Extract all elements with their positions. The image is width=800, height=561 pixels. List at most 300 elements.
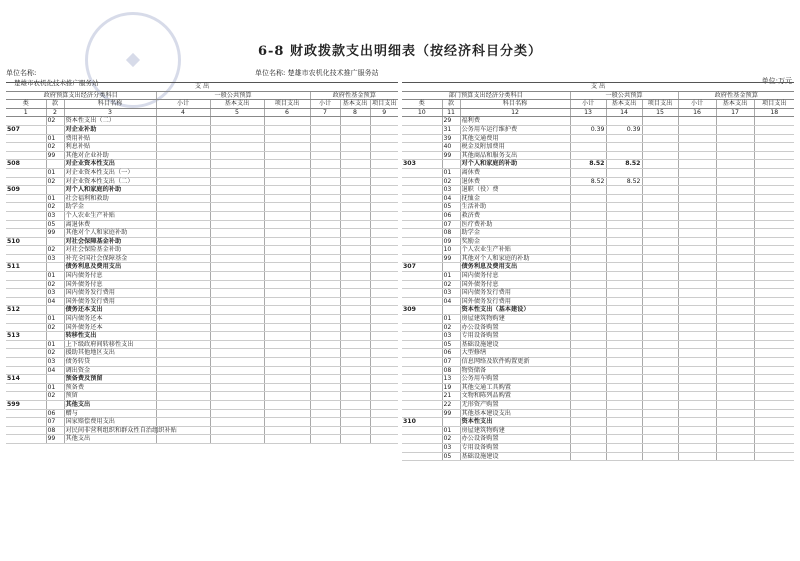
amount-cell [678, 315, 716, 324]
amount-cell [678, 409, 716, 418]
amount-cell [716, 297, 754, 306]
amount-cell [156, 229, 210, 238]
item-name: 国外债务发行费用 [460, 297, 570, 306]
amount-cell [642, 418, 678, 427]
amount-cell [370, 358, 398, 367]
amount-cell [210, 383, 264, 392]
kuan-code: 03 [46, 358, 64, 367]
table-row [6, 134, 398, 143]
amount-cell [340, 160, 370, 169]
amount-cell [340, 426, 370, 435]
lei-code [402, 375, 442, 384]
lei-code [6, 272, 46, 281]
column-number: 6 [264, 108, 310, 117]
amount-cell [210, 435, 264, 444]
item-name: 生活补助 [460, 203, 570, 212]
table-row [6, 263, 398, 272]
col-project: 项目支出 [642, 100, 678, 109]
item-name: 医疗费补助 [460, 220, 570, 229]
amount-cell [370, 254, 398, 263]
lei-code [402, 315, 442, 324]
lei-code [402, 254, 442, 263]
table-row [6, 315, 398, 324]
right-table-panel [402, 82, 794, 501]
expenditure-sheet [6, 82, 794, 500]
amount-cell [340, 340, 370, 349]
table-row [402, 263, 794, 272]
amount-cell [754, 323, 794, 332]
col-subtotal: 小计 [310, 100, 340, 109]
amount-cell [156, 297, 210, 306]
amount-cell [754, 220, 794, 229]
amount-cell [310, 375, 340, 384]
subtotal-amount [570, 272, 606, 281]
table-row [402, 289, 794, 298]
lei-code [402, 272, 442, 281]
amount-cell [642, 400, 678, 409]
amount-cell [678, 186, 716, 195]
table-row [6, 418, 398, 427]
amount-cell [754, 117, 794, 126]
kuan-code [46, 375, 64, 384]
amount-cell [754, 254, 794, 263]
amount-cell [210, 409, 264, 418]
amount-cell [264, 383, 310, 392]
kuan-code: 05 [442, 340, 460, 349]
amount-cell [716, 143, 754, 152]
basic-amount [606, 452, 642, 461]
amount-cell [210, 168, 264, 177]
amount-cell [678, 280, 716, 289]
amount-cell [678, 297, 716, 306]
item-name: 福利费 [460, 117, 570, 126]
amount-cell [370, 160, 398, 169]
amount-cell [156, 315, 210, 324]
lei-code: 514 [6, 375, 46, 384]
amount-cell [754, 409, 794, 418]
amount-cell [340, 117, 370, 126]
amount-cell [264, 186, 310, 195]
amount-cell [642, 117, 678, 126]
basic-amount: 0.39 [606, 125, 642, 134]
lei-code: 303 [402, 160, 442, 169]
amount-cell [370, 125, 398, 134]
lei-code [6, 151, 46, 160]
table-row [402, 220, 794, 229]
table-row [6, 280, 398, 289]
amount-cell [264, 194, 310, 203]
col-basic: 基本支出 [716, 100, 754, 109]
table-row [6, 323, 398, 332]
lei-code [6, 203, 46, 212]
basic-amount [606, 280, 642, 289]
amount-cell [716, 246, 754, 255]
table-row [402, 168, 794, 177]
table-row [6, 143, 398, 152]
amount-cell [754, 366, 794, 375]
amount-cell [678, 229, 716, 238]
amount-cell [754, 263, 794, 272]
lei-code [402, 125, 442, 134]
amount-cell [264, 392, 310, 401]
amount-cell [210, 332, 264, 341]
lei-code [402, 409, 442, 418]
subtotal-amount [570, 435, 606, 444]
table-row [402, 400, 794, 409]
basic-amount [606, 143, 642, 152]
amount-cell [210, 125, 264, 134]
item-name: 债务转贷 [64, 358, 156, 367]
table-row [6, 400, 398, 409]
amount-cell [642, 134, 678, 143]
amount-cell [370, 246, 398, 255]
table-row [6, 194, 398, 203]
amount-cell [370, 211, 398, 220]
amount-cell [264, 435, 310, 444]
table-row [6, 375, 398, 384]
amount-cell [678, 323, 716, 332]
amount-cell [210, 358, 264, 367]
unit-name-center: 单位名称: 楚雄市农机化技术推广服务站 [255, 69, 379, 77]
amount-cell [156, 358, 210, 367]
amount-cell [310, 220, 340, 229]
table-row [402, 349, 794, 358]
amount-cell [754, 289, 794, 298]
amount-cell [210, 400, 264, 409]
amount-cell [156, 332, 210, 341]
amount-cell [210, 246, 264, 255]
amount-cell [642, 280, 678, 289]
amount-cell [642, 340, 678, 349]
basic-amount [606, 392, 642, 401]
amount-cell [264, 246, 310, 255]
kuan-code: 03 [442, 186, 460, 195]
amount-cell [310, 435, 340, 444]
amount-cell [340, 194, 370, 203]
subtotal-amount [570, 375, 606, 384]
kuan-code: 01 [46, 272, 64, 281]
item-name: 其他基本建设支出 [460, 409, 570, 418]
amount-cell [264, 220, 310, 229]
amount-cell [642, 375, 678, 384]
amount-cell [310, 160, 340, 169]
amount-cell [716, 280, 754, 289]
subtotal-amount [570, 418, 606, 427]
amount-cell [340, 229, 370, 238]
amount-cell [678, 426, 716, 435]
item-name: 资本性支出 [460, 418, 570, 427]
amount-cell [156, 177, 210, 186]
basic-amount [606, 117, 642, 126]
kuan-code: 13 [442, 375, 460, 384]
col-subtotal: 小计 [156, 100, 210, 109]
lei-code [402, 358, 442, 367]
lei-code [402, 323, 442, 332]
amount-cell [310, 134, 340, 143]
column-number-row [6, 108, 398, 117]
amount-cell [754, 383, 794, 392]
basic-amount [606, 443, 642, 452]
kuan-code: 02 [46, 349, 64, 358]
amount-cell [210, 349, 264, 358]
amount-cell [716, 366, 754, 375]
amount-cell [340, 383, 370, 392]
amount-cell [310, 418, 340, 427]
amount-cell [642, 246, 678, 255]
basic-amount [606, 186, 642, 195]
amount-cell [370, 332, 398, 341]
item-name: 文物和陈列品购置 [460, 392, 570, 401]
lei-code [6, 315, 46, 324]
subtotal-amount [570, 332, 606, 341]
amount-cell [716, 332, 754, 341]
kuan-code: 08 [442, 366, 460, 375]
kuan-code: 99 [46, 151, 64, 160]
amount-cell [210, 220, 264, 229]
item-name: 费用补贴 [64, 134, 156, 143]
table-row [6, 177, 398, 186]
subtotal-amount: 8.52 [570, 177, 606, 186]
item-name: 对个人和家庭的补助 [64, 186, 156, 195]
amount-cell [210, 323, 264, 332]
item-name: 国内债务还本 [64, 315, 156, 324]
amount-cell [264, 272, 310, 281]
lei-code [6, 143, 46, 152]
amount-cell [264, 358, 310, 367]
item-name: 离退休费 [64, 220, 156, 229]
amount-cell [310, 246, 340, 255]
table-row [6, 358, 398, 367]
item-name: 房屋建筑物购建 [460, 426, 570, 435]
amount-cell [210, 160, 264, 169]
lei-code [402, 400, 442, 409]
amount-cell [264, 280, 310, 289]
item-name: 其他支出 [64, 435, 156, 444]
amount-cell [678, 194, 716, 203]
amount-cell [754, 280, 794, 289]
subtotal-amount [570, 340, 606, 349]
basic-amount [606, 220, 642, 229]
amount-cell [156, 117, 210, 126]
amount-cell [642, 332, 678, 341]
kuan-code: 05 [442, 203, 460, 212]
basic-amount [606, 435, 642, 444]
table-row [402, 418, 794, 427]
amount-cell [716, 392, 754, 401]
amount-cell [642, 435, 678, 444]
amount-cell [156, 366, 210, 375]
lei-code [402, 117, 442, 126]
item-name: 税金及附加费用 [460, 143, 570, 152]
amount-cell [754, 452, 794, 461]
amount-cell [716, 443, 754, 452]
column-number: 4 [156, 108, 210, 117]
table-row [6, 332, 398, 341]
table-row [402, 358, 794, 367]
item-name: 资本性支出（基本建设） [460, 306, 570, 315]
amount-cell [754, 229, 794, 238]
amount-cell [678, 254, 716, 263]
subtotal-amount [570, 220, 606, 229]
amount-cell [156, 340, 210, 349]
item-name: 国内债务发行费用 [460, 289, 570, 298]
amount-cell [264, 237, 310, 246]
left-table-panel [6, 82, 398, 501]
table-row [6, 254, 398, 263]
amount-cell [678, 383, 716, 392]
basic-amount [606, 289, 642, 298]
amount-cell [642, 297, 678, 306]
kuan-code: 04 [46, 366, 64, 375]
amount-cell [678, 117, 716, 126]
kuan-code [46, 160, 64, 169]
amount-cell [642, 194, 678, 203]
table-row [402, 125, 794, 134]
amount-cell [642, 383, 678, 392]
amount-cell [642, 263, 678, 272]
table-row [402, 194, 794, 203]
amount-cell [340, 272, 370, 281]
basic-amount [606, 194, 642, 203]
item-name: 国外债务付息 [64, 280, 156, 289]
table-row [6, 220, 398, 229]
item-name: 对社会保障基金补助 [64, 237, 156, 246]
col-subtotal: 小计 [570, 100, 606, 109]
kuan-code: 02 [46, 117, 64, 126]
amount-cell [210, 203, 264, 212]
amount-cell [264, 177, 310, 186]
left-category-header: 政府预算支出经济分类科目 [6, 91, 156, 100]
amount-cell [370, 177, 398, 186]
kuan-code: 99 [46, 229, 64, 238]
subtotal-amount [570, 366, 606, 375]
lei-code: 508 [6, 160, 46, 169]
item-name: 大型修缮 [460, 349, 570, 358]
table-row [402, 392, 794, 401]
amount-cell [754, 392, 794, 401]
amount-cell [370, 229, 398, 238]
lei-code [402, 289, 442, 298]
table-row [402, 426, 794, 435]
amount-cell [340, 392, 370, 401]
table-row [402, 143, 794, 152]
subtotal-amount [570, 168, 606, 177]
amount-cell [716, 168, 754, 177]
table-row [6, 349, 398, 358]
amount-cell [340, 418, 370, 427]
table-row [6, 272, 398, 281]
page-title: 6-8 财政拨款支出明细表（按经济科目分类） [257, 44, 542, 59]
column-number: 9 [370, 108, 398, 117]
amount-cell [678, 366, 716, 375]
amount-cell [678, 418, 716, 427]
lei-code [6, 229, 46, 238]
item-name: 助学金 [460, 229, 570, 238]
table-row [402, 237, 794, 246]
amount-cell [264, 315, 310, 324]
lei-code: 513 [6, 332, 46, 341]
lei-code [402, 297, 442, 306]
item-name: 国外债务付息 [460, 280, 570, 289]
kuan-code: 04 [442, 297, 460, 306]
table-row [6, 125, 398, 134]
amount-cell [642, 237, 678, 246]
subtotal-amount [570, 452, 606, 461]
amount-cell [678, 435, 716, 444]
amount-cell [716, 263, 754, 272]
kuan-code: 22 [442, 400, 460, 409]
amount-cell [210, 263, 264, 272]
amount-cell [678, 237, 716, 246]
amount-cell [210, 177, 264, 186]
subtotal-amount [570, 263, 606, 272]
amount-cell [678, 134, 716, 143]
right-group-header: 支 出 [402, 83, 794, 91]
table-row [402, 332, 794, 341]
amount-cell [156, 409, 210, 418]
amount-cell [310, 392, 340, 401]
amount-cell [754, 349, 794, 358]
amount-cell [310, 168, 340, 177]
table-row [6, 203, 398, 212]
amount-cell [678, 443, 716, 452]
item-name: 赠与 [64, 409, 156, 418]
table-row [6, 117, 398, 126]
right-general-budget-header: 一般公共预算 [570, 91, 678, 100]
amount-cell [310, 340, 340, 349]
amount-cell [678, 263, 716, 272]
col-basic: 基本支出 [606, 100, 642, 109]
lei-code [6, 220, 46, 229]
item-name: 其他对企业补助 [64, 151, 156, 160]
amount-cell [340, 246, 370, 255]
kuan-code [46, 237, 64, 246]
lei-code [402, 177, 442, 186]
amount-cell [642, 452, 678, 461]
basic-amount [606, 332, 642, 341]
amount-cell [716, 272, 754, 281]
item-name: 离休费 [460, 168, 570, 177]
amount-cell [754, 332, 794, 341]
amount-cell [264, 211, 310, 220]
lei-code [6, 349, 46, 358]
amount-cell [370, 392, 398, 401]
lei-code: 509 [6, 186, 46, 195]
amount-cell [264, 297, 310, 306]
amount-cell [340, 366, 370, 375]
basic-amount [606, 151, 642, 160]
lei-code [402, 349, 442, 358]
item-name: 债务利息及费用支出 [64, 263, 156, 272]
basic-amount [606, 237, 642, 246]
amount-cell [156, 246, 210, 255]
lei-code: 511 [6, 263, 46, 272]
item-name: 其他支出 [64, 400, 156, 409]
subtotal-amount [570, 392, 606, 401]
amount-cell [754, 272, 794, 281]
basic-amount [606, 254, 642, 263]
item-name: 预备费 [64, 383, 156, 392]
amount-cell [754, 125, 794, 134]
amount-cell [310, 186, 340, 195]
amount-cell [754, 203, 794, 212]
amount-cell [716, 220, 754, 229]
amount-cell [642, 349, 678, 358]
lei-code [402, 392, 442, 401]
lei-code [6, 177, 46, 186]
amount-cell [716, 125, 754, 134]
amount-cell [678, 392, 716, 401]
